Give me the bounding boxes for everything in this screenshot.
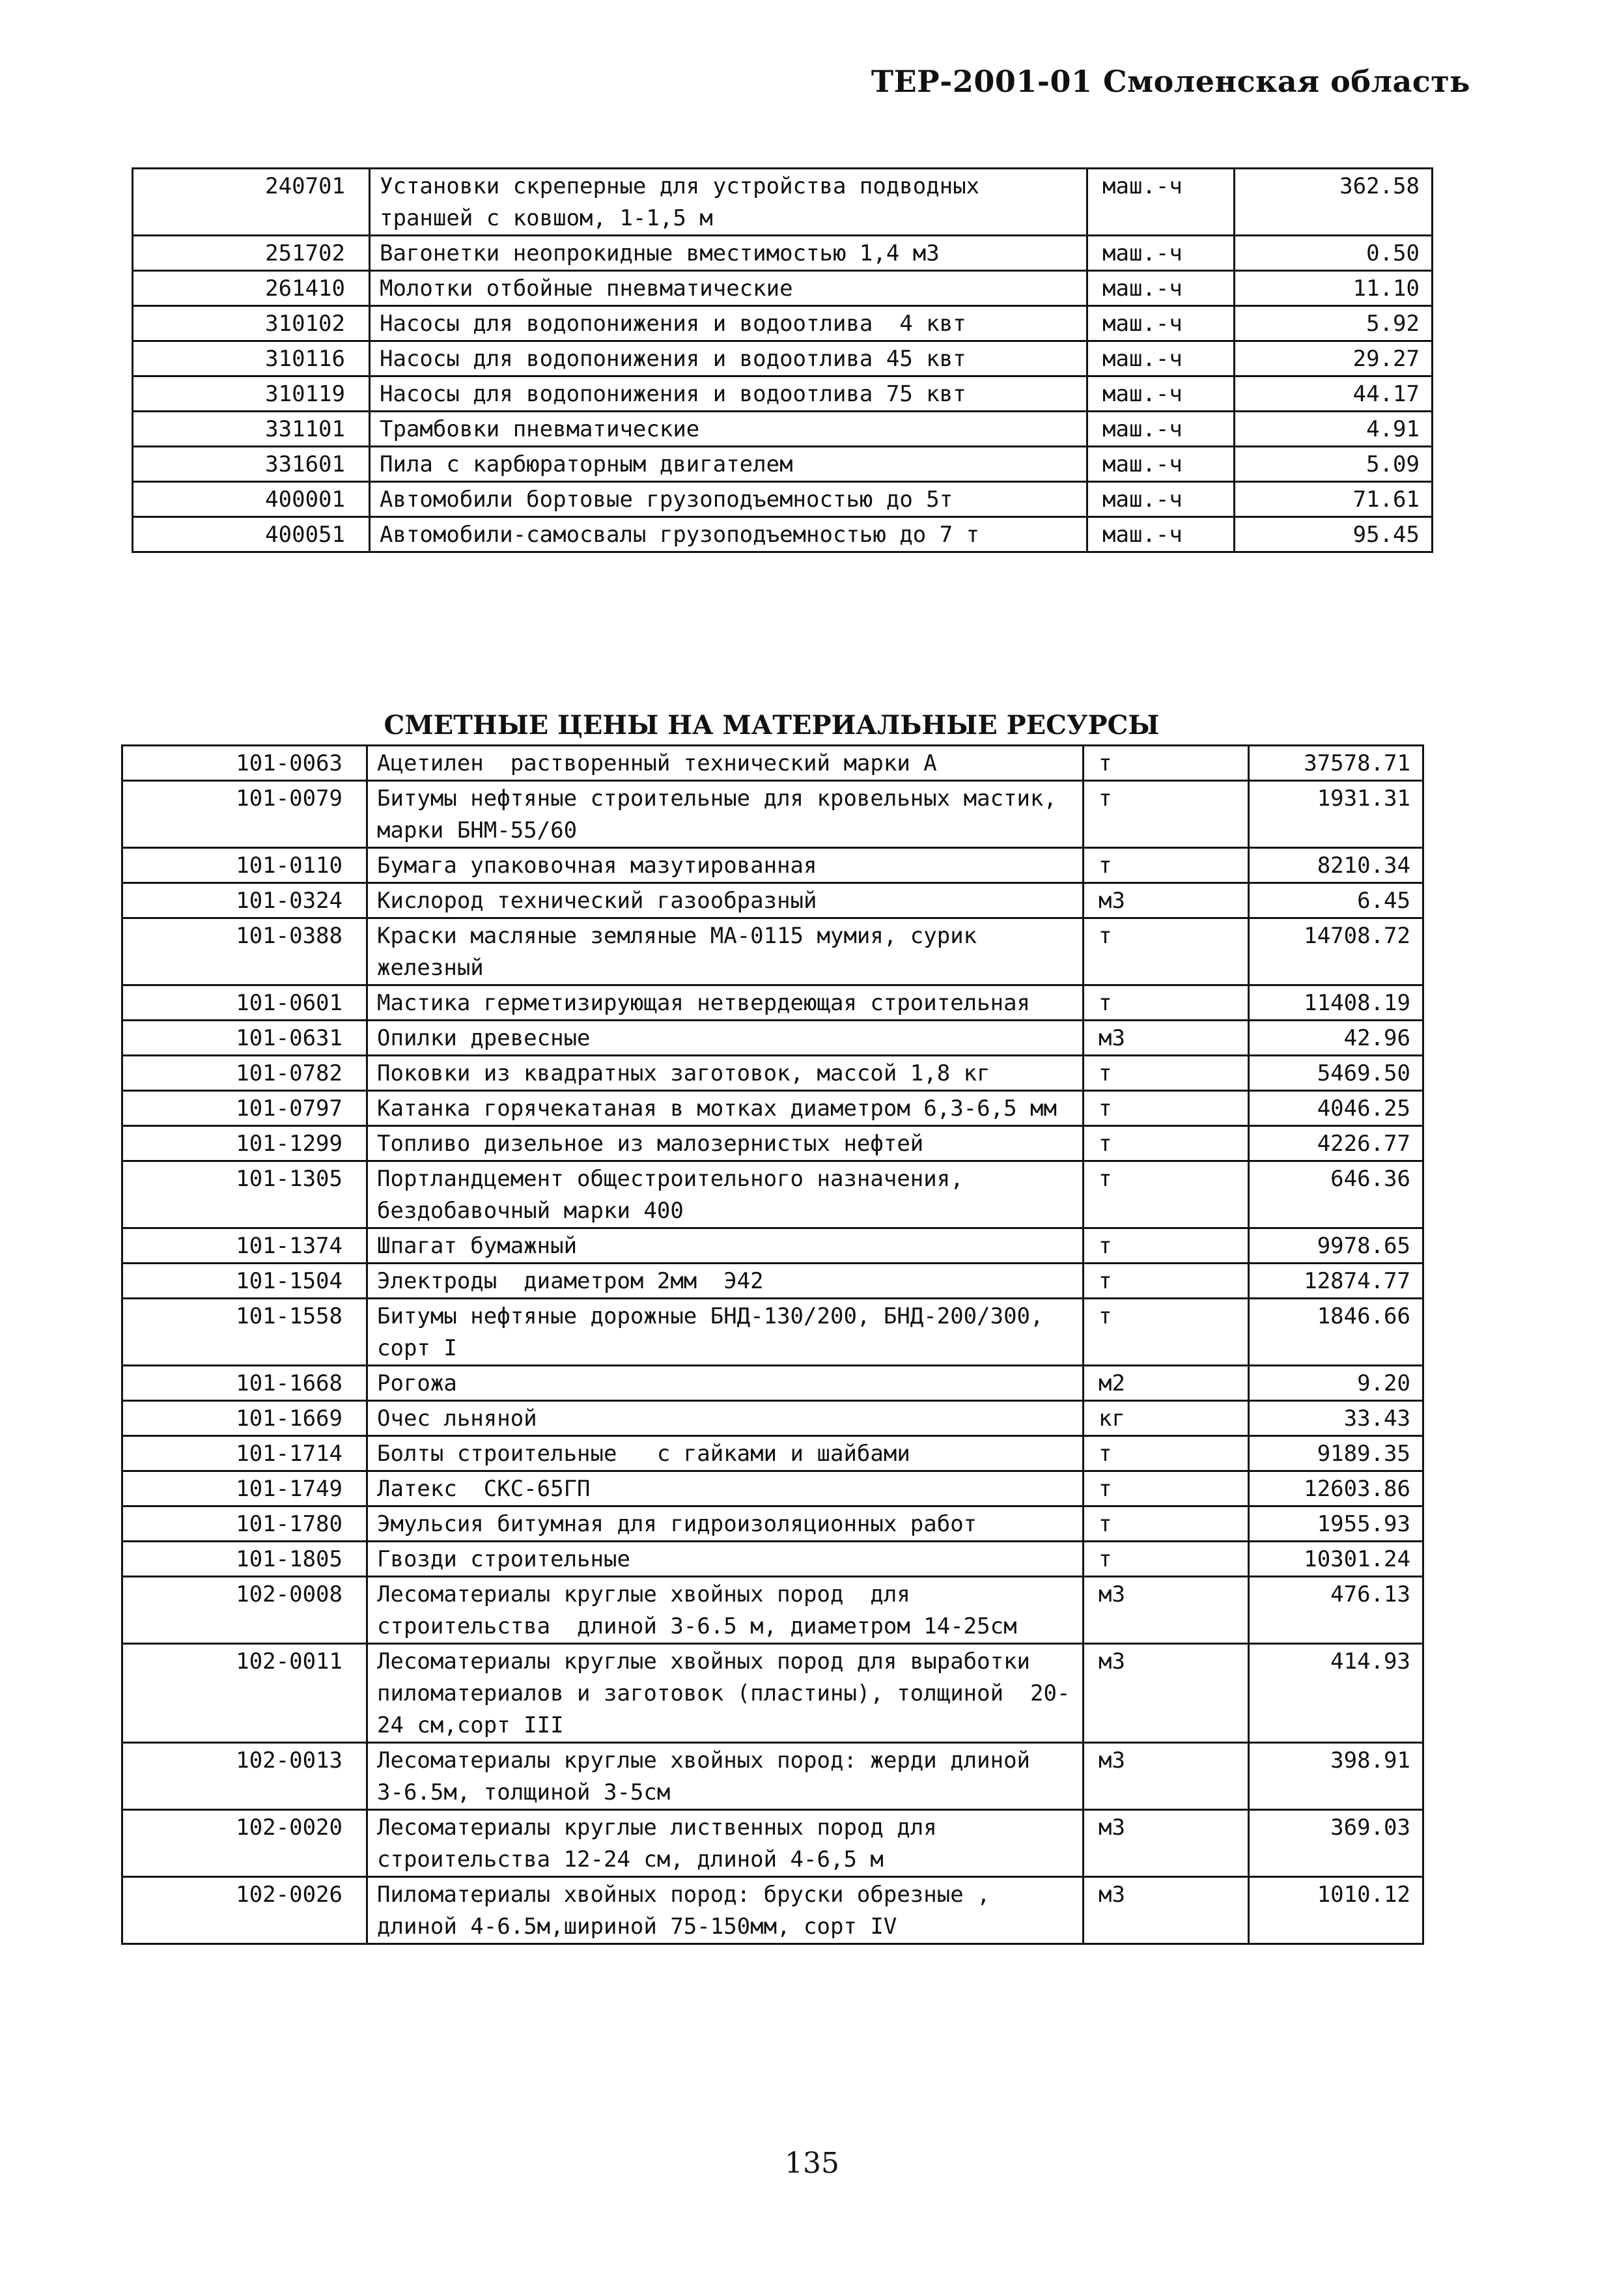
resource-code: 101-0324 <box>122 883 367 918</box>
resource-price: 33.43 <box>1249 1401 1423 1436</box>
table-row <box>122 1161 1423 1228</box>
resource-price: 1010.12 <box>1249 1877 1423 1944</box>
table-row <box>122 1743 1423 1810</box>
resource-code: 101-1780 <box>122 1506 367 1542</box>
resource-name: Очес льняной <box>367 1401 1084 1436</box>
table-row <box>133 412 1433 447</box>
table-row <box>133 306 1433 341</box>
resource-price: 44.17 <box>1235 376 1433 412</box>
resource-code: 101-1504 <box>122 1264 367 1299</box>
resource-code: 251702 <box>133 236 370 271</box>
resource-name: Трамбовки пневматические <box>370 412 1087 447</box>
resource-price: 9.20 <box>1249 1366 1423 1401</box>
resource-code: 240701 <box>133 169 370 236</box>
resource-name: Электроды диаметром 2мм Э42 <box>367 1264 1084 1299</box>
table-row <box>122 1264 1423 1299</box>
resource-price: 5469.50 <box>1249 1056 1423 1091</box>
resource-code: 101-1668 <box>122 1366 367 1401</box>
resource-price: 9978.65 <box>1249 1228 1423 1264</box>
resource-price: 42.96 <box>1249 1021 1423 1056</box>
resource-price: 5.92 <box>1235 306 1433 341</box>
table-row <box>122 1506 1423 1542</box>
table-row <box>133 236 1433 271</box>
resource-code: 101-0063 <box>122 746 367 781</box>
resource-unit: маш.-ч <box>1087 271 1235 306</box>
resource-unit: м3 <box>1084 1810 1249 1877</box>
table-row <box>122 1056 1423 1091</box>
table-row <box>122 1877 1423 1944</box>
resource-code: 102-0013 <box>122 1743 367 1810</box>
table-row <box>122 918 1423 985</box>
table-row <box>133 376 1433 412</box>
resource-name: Лесоматериалы круглые хвойных пород для строительства длиной 3-6.5 м, диаметром 14-25см <box>367 1577 1084 1644</box>
page-header: ТЕР-2001-01 Смоленская область <box>871 64 1470 99</box>
resource-price: 29.27 <box>1235 341 1433 376</box>
resource-unit: м3 <box>1084 1021 1249 1056</box>
resource-price: 1955.93 <box>1249 1506 1423 1542</box>
resource-unit: маш.-ч <box>1087 482 1235 517</box>
resource-code: 101-1558 <box>122 1299 367 1366</box>
table-row <box>122 1228 1423 1264</box>
resource-unit: м3 <box>1084 1743 1249 1810</box>
table-row <box>122 1644 1423 1743</box>
resource-name: Пила с карбюраторным двигателем <box>370 447 1087 482</box>
resource-code: 101-0079 <box>122 781 367 848</box>
resource-unit: т <box>1084 1091 1249 1126</box>
resource-price: 11.10 <box>1235 271 1433 306</box>
resource-code: 101-1749 <box>122 1471 367 1506</box>
resource-unit: маш.-ч <box>1087 169 1235 236</box>
resource-code: 102-0026 <box>122 1877 367 1944</box>
resource-price: 1931.31 <box>1249 781 1423 848</box>
resource-price: 37578.71 <box>1249 746 1423 781</box>
table-row <box>122 1401 1423 1436</box>
resource-code: 101-0601 <box>122 985 367 1021</box>
machines-price-table <box>132 167 1433 553</box>
resource-name: Гвозди строительные <box>367 1542 1084 1577</box>
resource-unit: т <box>1084 918 1249 985</box>
resource-unit: т <box>1084 1126 1249 1161</box>
resource-price: 6.45 <box>1249 883 1423 918</box>
resource-name: Болты строительные с гайками и шайбами <box>367 1436 1084 1471</box>
resource-price: 362.58 <box>1235 169 1433 236</box>
resource-unit: т <box>1084 985 1249 1021</box>
resource-price: 12874.77 <box>1249 1264 1423 1299</box>
resource-price: 10301.24 <box>1249 1542 1423 1577</box>
table-row <box>122 848 1423 883</box>
resource-price: 12603.86 <box>1249 1471 1423 1506</box>
table-row <box>122 1542 1423 1577</box>
resource-name: Эмульсия битумная для гидроизоляционных работ <box>367 1506 1084 1542</box>
resource-unit: т <box>1084 848 1249 883</box>
resource-code: 101-0797 <box>122 1091 367 1126</box>
resource-name: Катанка горячекатаная в мотках диаметром 6,3-6,5 мм <box>367 1091 1084 1126</box>
resource-price: 5.09 <box>1235 447 1433 482</box>
resource-name: Ацетилен растворенный технический марки А <box>367 746 1084 781</box>
resource-code: 102-0011 <box>122 1644 367 1743</box>
table-row <box>122 746 1423 781</box>
page-number: 135 <box>785 2147 839 2180</box>
resource-unit: т <box>1084 1264 1249 1299</box>
resource-code: 101-1669 <box>122 1401 367 1436</box>
resource-code: 400051 <box>133 517 370 552</box>
resource-name: Лесоматериалы круглые хвойных пород для выработки пиломатериалов и заготовок (пластины), толщиной 20-24 см,сорт III <box>367 1644 1084 1743</box>
table-row <box>122 1436 1423 1471</box>
resource-name: Латекс СКС-65ГП <box>367 1471 1084 1506</box>
resource-name: Рогожа <box>367 1366 1084 1401</box>
resource-name: Вагонетки неопрокидные вместимостью 1,4 м3 <box>370 236 1087 271</box>
resource-price: 646.36 <box>1249 1161 1423 1228</box>
resource-unit: т <box>1084 781 1249 848</box>
resource-unit: маш.-ч <box>1087 517 1235 552</box>
resource-name: Бумага упаковочная мазутированная <box>367 848 1084 883</box>
resource-code: 331601 <box>133 447 370 482</box>
resource-price: 95.45 <box>1235 517 1433 552</box>
resource-code: 310119 <box>133 376 370 412</box>
resource-name: Лесоматериалы круглые лиственных пород для строительства 12-24 см, длиной 4-6,5 м <box>367 1810 1084 1877</box>
table-row <box>122 985 1423 1021</box>
resource-code: 101-0631 <box>122 1021 367 1056</box>
resource-name: Лесоматериалы круглые хвойных пород: жерди длиной 3-6.5м, толщиной 3-5см <box>367 1743 1084 1810</box>
table-row <box>122 1126 1423 1161</box>
resource-unit: т <box>1084 1542 1249 1577</box>
section-title: СМЕТНЫЕ ЦЕНЫ НА МАТЕРИАЛЬНЫЕ РЕСУРСЫ <box>384 710 1160 741</box>
resource-code: 101-1374 <box>122 1228 367 1264</box>
resource-price: 11408.19 <box>1249 985 1423 1021</box>
resource-unit: т <box>1084 1506 1249 1542</box>
resource-name: Насосы для водопонижения и водоотлива 75 квт <box>370 376 1087 412</box>
table-row <box>122 1810 1423 1877</box>
resource-unit: маш.-ч <box>1087 376 1235 412</box>
resource-name: Краски масляные земляные МА-0115 мумия, сурик железный <box>367 918 1084 985</box>
table-row <box>133 447 1433 482</box>
resource-code: 310116 <box>133 341 370 376</box>
resource-price: 8210.34 <box>1249 848 1423 883</box>
resource-price: 14708.72 <box>1249 918 1423 985</box>
resource-unit: м3 <box>1084 1877 1249 1944</box>
resource-price: 71.61 <box>1235 482 1433 517</box>
resource-name: Кислород технический газообразный <box>367 883 1084 918</box>
resource-unit: т <box>1084 1299 1249 1366</box>
table-row <box>122 883 1423 918</box>
resource-name: Насосы для водопонижения и водоотлива 4 квт <box>370 306 1087 341</box>
table-row <box>122 1091 1423 1126</box>
resource-name: Установки скреперные для устройства подводных траншей с ковшом, 1-1,5 м <box>370 169 1087 236</box>
resource-name: Опилки древесные <box>367 1021 1084 1056</box>
resource-name: Битумы нефтяные дорожные БНД-130/200, БНД-200/300, сорт I <box>367 1299 1084 1366</box>
resource-unit: маш.-ч <box>1087 341 1235 376</box>
resource-unit: кг <box>1084 1401 1249 1436</box>
resource-price: 1846.66 <box>1249 1299 1423 1366</box>
resource-unit: т <box>1084 1056 1249 1091</box>
resource-price: 0.50 <box>1235 236 1433 271</box>
resource-unit: т <box>1084 1436 1249 1471</box>
resource-code: 261410 <box>133 271 370 306</box>
table-row <box>133 482 1433 517</box>
resource-unit: маш.-ч <box>1087 236 1235 271</box>
table-row <box>122 1021 1423 1056</box>
resource-name: Топливо дизельное из малозернистых нефтей <box>367 1126 1084 1161</box>
resource-code: 310102 <box>133 306 370 341</box>
table-row <box>122 781 1423 848</box>
table-row <box>122 1471 1423 1506</box>
materials-price-table <box>121 744 1424 1945</box>
resource-price: 398.91 <box>1249 1743 1423 1810</box>
resource-code: 101-0782 <box>122 1056 367 1091</box>
resource-unit: маш.-ч <box>1087 447 1235 482</box>
resource-price: 414.93 <box>1249 1644 1423 1743</box>
resource-code: 101-0110 <box>122 848 367 883</box>
resource-unit: маш.-ч <box>1087 412 1235 447</box>
resource-name: Автомобили бортовые грузоподъемностью до 5т <box>370 482 1087 517</box>
resource-unit: т <box>1084 1161 1249 1228</box>
resource-name: Насосы для водопонижения и водоотлива 45 квт <box>370 341 1087 376</box>
table-row <box>122 1577 1423 1644</box>
resource-unit: т <box>1084 746 1249 781</box>
resource-unit: т <box>1084 1228 1249 1264</box>
resource-name: Молотки отбойные пневматические <box>370 271 1087 306</box>
resource-code: 331101 <box>133 412 370 447</box>
table-row <box>122 1299 1423 1366</box>
table-row <box>133 341 1433 376</box>
resource-code: 102-0020 <box>122 1810 367 1877</box>
resource-name: Поковки из квадратных заготовок, массой 1,8 кг <box>367 1056 1084 1091</box>
resource-unit: м3 <box>1084 883 1249 918</box>
table-row <box>122 1366 1423 1401</box>
resource-name: Портландцемент общестроительного назначения, бездобавочный марки 400 <box>367 1161 1084 1228</box>
resource-name: Шпагат бумажный <box>367 1228 1084 1264</box>
resource-code: 101-1299 <box>122 1126 367 1161</box>
resource-price: 4.91 <box>1235 412 1433 447</box>
resource-code: 400001 <box>133 482 370 517</box>
resource-code: 101-1714 <box>122 1436 367 1471</box>
resource-code: 101-1305 <box>122 1161 367 1228</box>
resource-unit: м3 <box>1084 1577 1249 1644</box>
resource-price: 9189.35 <box>1249 1436 1423 1471</box>
resource-code: 101-0388 <box>122 918 367 985</box>
resource-name: Мастика герметизирующая нетвердеющая строительная <box>367 985 1084 1021</box>
table-row <box>133 517 1433 552</box>
resource-code: 102-0008 <box>122 1577 367 1644</box>
resource-price: 476.13 <box>1249 1577 1423 1644</box>
resource-unit: м3 <box>1084 1644 1249 1743</box>
resource-price: 369.03 <box>1249 1810 1423 1877</box>
resource-price: 4046.25 <box>1249 1091 1423 1126</box>
resource-unit: т <box>1084 1471 1249 1506</box>
resource-price: 4226.77 <box>1249 1126 1423 1161</box>
table-row <box>133 169 1433 236</box>
table-row <box>133 271 1433 306</box>
resource-name: Пиломатериалы хвойных пород: бруски обрезные , длиной 4-6.5м,шириной 75-150мм, сорт IV <box>367 1877 1084 1944</box>
resource-unit: м2 <box>1084 1366 1249 1401</box>
resource-unit: маш.-ч <box>1087 306 1235 341</box>
resource-code: 101-1805 <box>122 1542 367 1577</box>
resource-name: Битумы нефтяные строительные для кровельных мастик, марки БНМ-55/60 <box>367 781 1084 848</box>
resource-name: Автомобили-самосвалы грузоподъемностью до 7 т <box>370 517 1087 552</box>
